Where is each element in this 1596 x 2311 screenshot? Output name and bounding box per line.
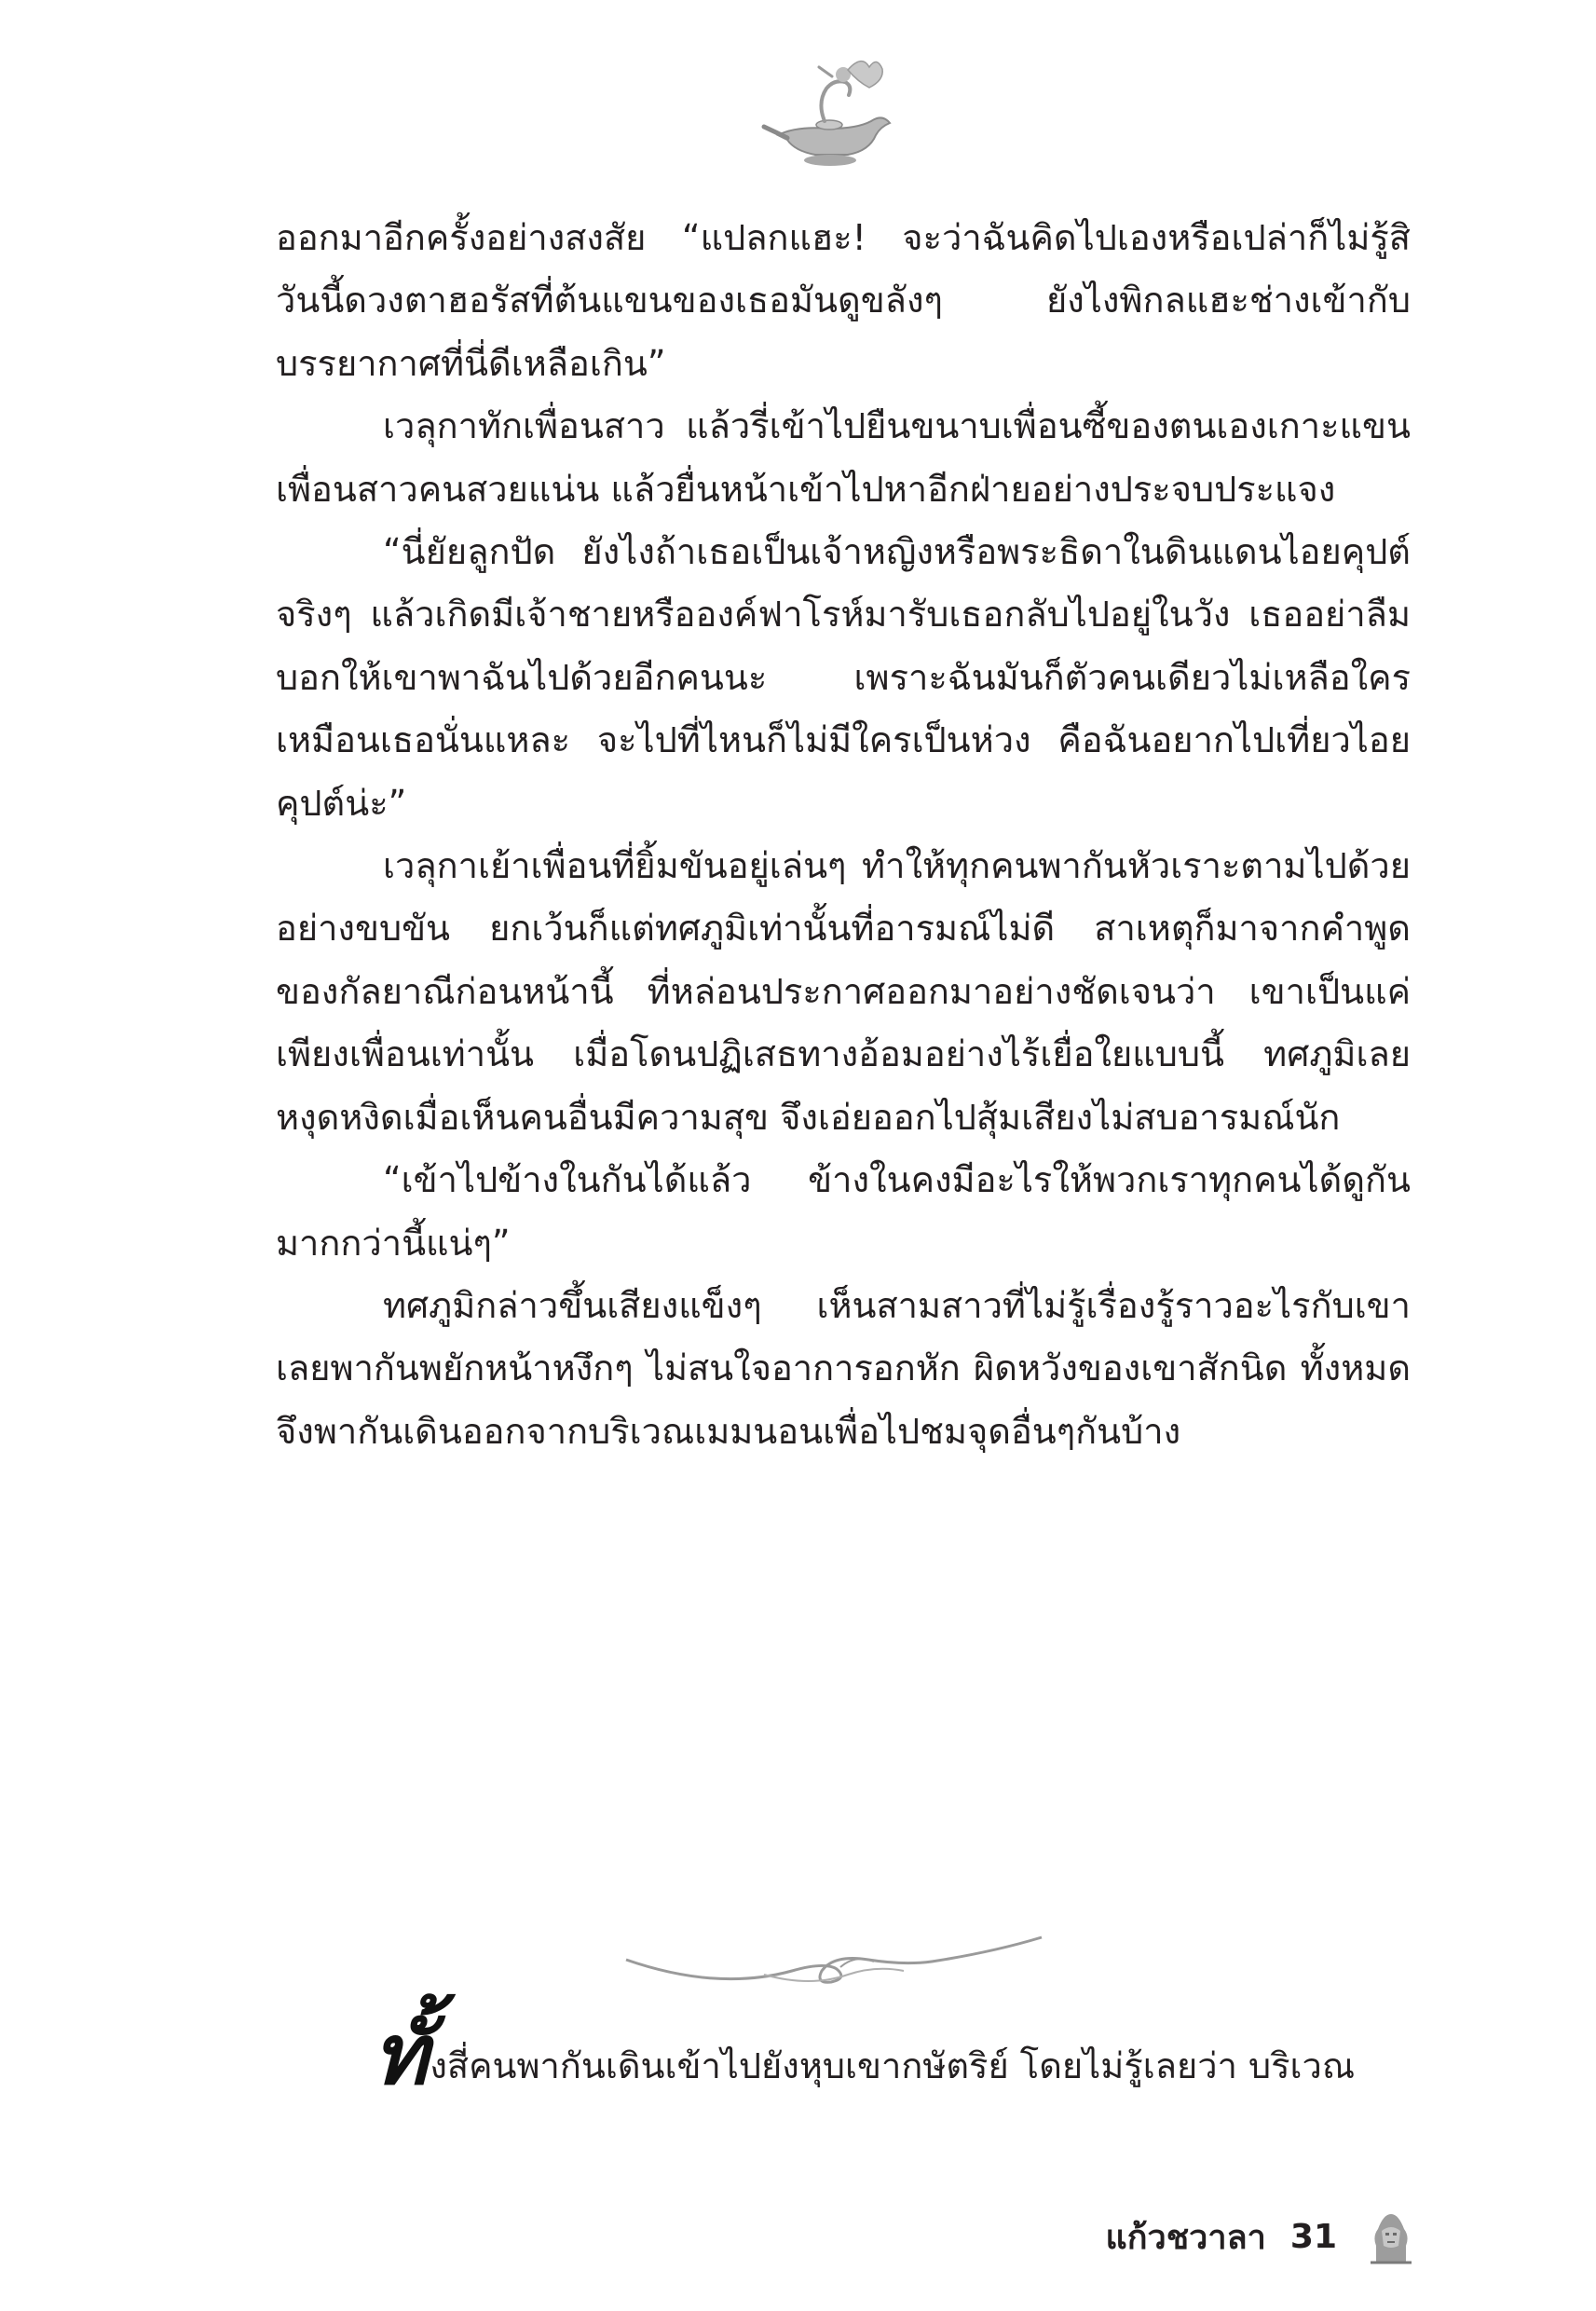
swirl-divider-icon <box>624 1934 1044 1999</box>
book-title: แก้วชวาลา <box>1105 2218 1266 2257</box>
drop-cap: ทั้ <box>373 2005 429 2104</box>
genie-lamp-ornament-icon <box>759 47 899 177</box>
sphinx-icon <box>1363 2208 1419 2264</box>
paragraph: “นี่ยัยลูกปัด ยังไงถ้าเธอเป็นเจ้าหญิงหรือพระธิดาในดินแดนไอยคุปต์จริงๆ แล้วเกิดมีเจ้าชายหรือองค์ฟาโรห์มารับเธอกลับไปอยู่ในวัง เธออย่าลืมบอกให้เขาพาฉันไปด้วยอีกคนนะ เพราะฉันมันก็ตัวคนเดียวไม่เหลือใครเหมือนเธอนั่นแหละ จะไปที่ไหนก็ไม่มีใครเป็นห่วง คือฉันอยากไปเที่ยวไอยคุปต์น่ะ” <box>276 531 1411 824</box>
page-footer <box>1106 2208 1419 2264</box>
paragraph: เวลุกาทักเพื่อนสาว แล้วรี่เข้าไปยืนขนาบเพื่อนซี้ของตนเองเกาะแขนเพื่อนสาวคนสวยแน่น แล้วยื่นหน้าเข้าไปหาอีกฝ่ายอย่างประจบประแจง <box>276 405 1411 510</box>
paragraph: ทศภูมิกล่าวขึ้นเสียงแข็งๆ เห็นสามสาวที่ไม่รู้เรื่องรู้ราวอะไรกับเขาเลยพากันพยักหน้าหงึกๆ ไม่สนใจอาการอกหัก ผิดหวังของเขาสักนิด ทั้งหมดจึงพากันเดินออกจากบริเวณเมมนอนเพื่อไปชมจุดอื่นๆกันบ้าง <box>276 1284 1411 1452</box>
section-opening-paragraph <box>373 2005 1416 2104</box>
body-text <box>276 207 1411 1463</box>
page-number: 31 <box>1289 2217 1337 2256</box>
section-opening-text: งสี่คนพากันเดินเข้าไปยังหุบเขากษัตริย์ โดยไม่รู้เลยว่า บริเวณ <box>430 2045 1356 2086</box>
paragraph: “เข้าไปข้างในกันได้แล้ว ข้างในคงมีอะไรให้พวกเราทุกคนได้ดูกันมากกว่านี้แน่ๆ” <box>276 1159 1411 1264</box>
paragraph: เวลุกาเย้าเพื่อนที่ยิ้มขันอยู่เล่นๆ ทำให้ทุกคนพากันหัวเราะตามไปด้วยอย่างขบขัน ยกเว้นก็แต่ทศภูมิเท่านั้นที่อารมณ์ไม่ดี สาเหตุก็มาจากคำพูดของกัลยาณีก่อนหน้านี้ ที่หล่อนประกาศออกมาอย่างชัดเจนว่า เขาเป็นแค่เพียงเพื่อนเท่านั้น เมื่อโดนปฏิเสธทางอ้อมอย่างไร้เยื่อใยแบบนี้ ทศภูมิเลยหงุดหงิดเมื่อเห็นคนอื่นมีความสุข จึงเอ่ยออกไปสุ้มเสียงไม่สบอารมณ์นัก <box>276 845 1411 1138</box>
paragraph: ออกมาอีกครั้งอย่างสงสัย “แปลกแฮะ! จะว่าฉันคิดไปเองหรือเปล่าก็ไม่รู้สิ วันนี้ดวงตาฮอรัสที่ต้นแขนของเธอมันดูขลังๆ ยังไงพิกลแฮะช่างเข้ากับบรรยากาศที่นี่ดีเหลือเกิน” <box>276 217 1411 384</box>
